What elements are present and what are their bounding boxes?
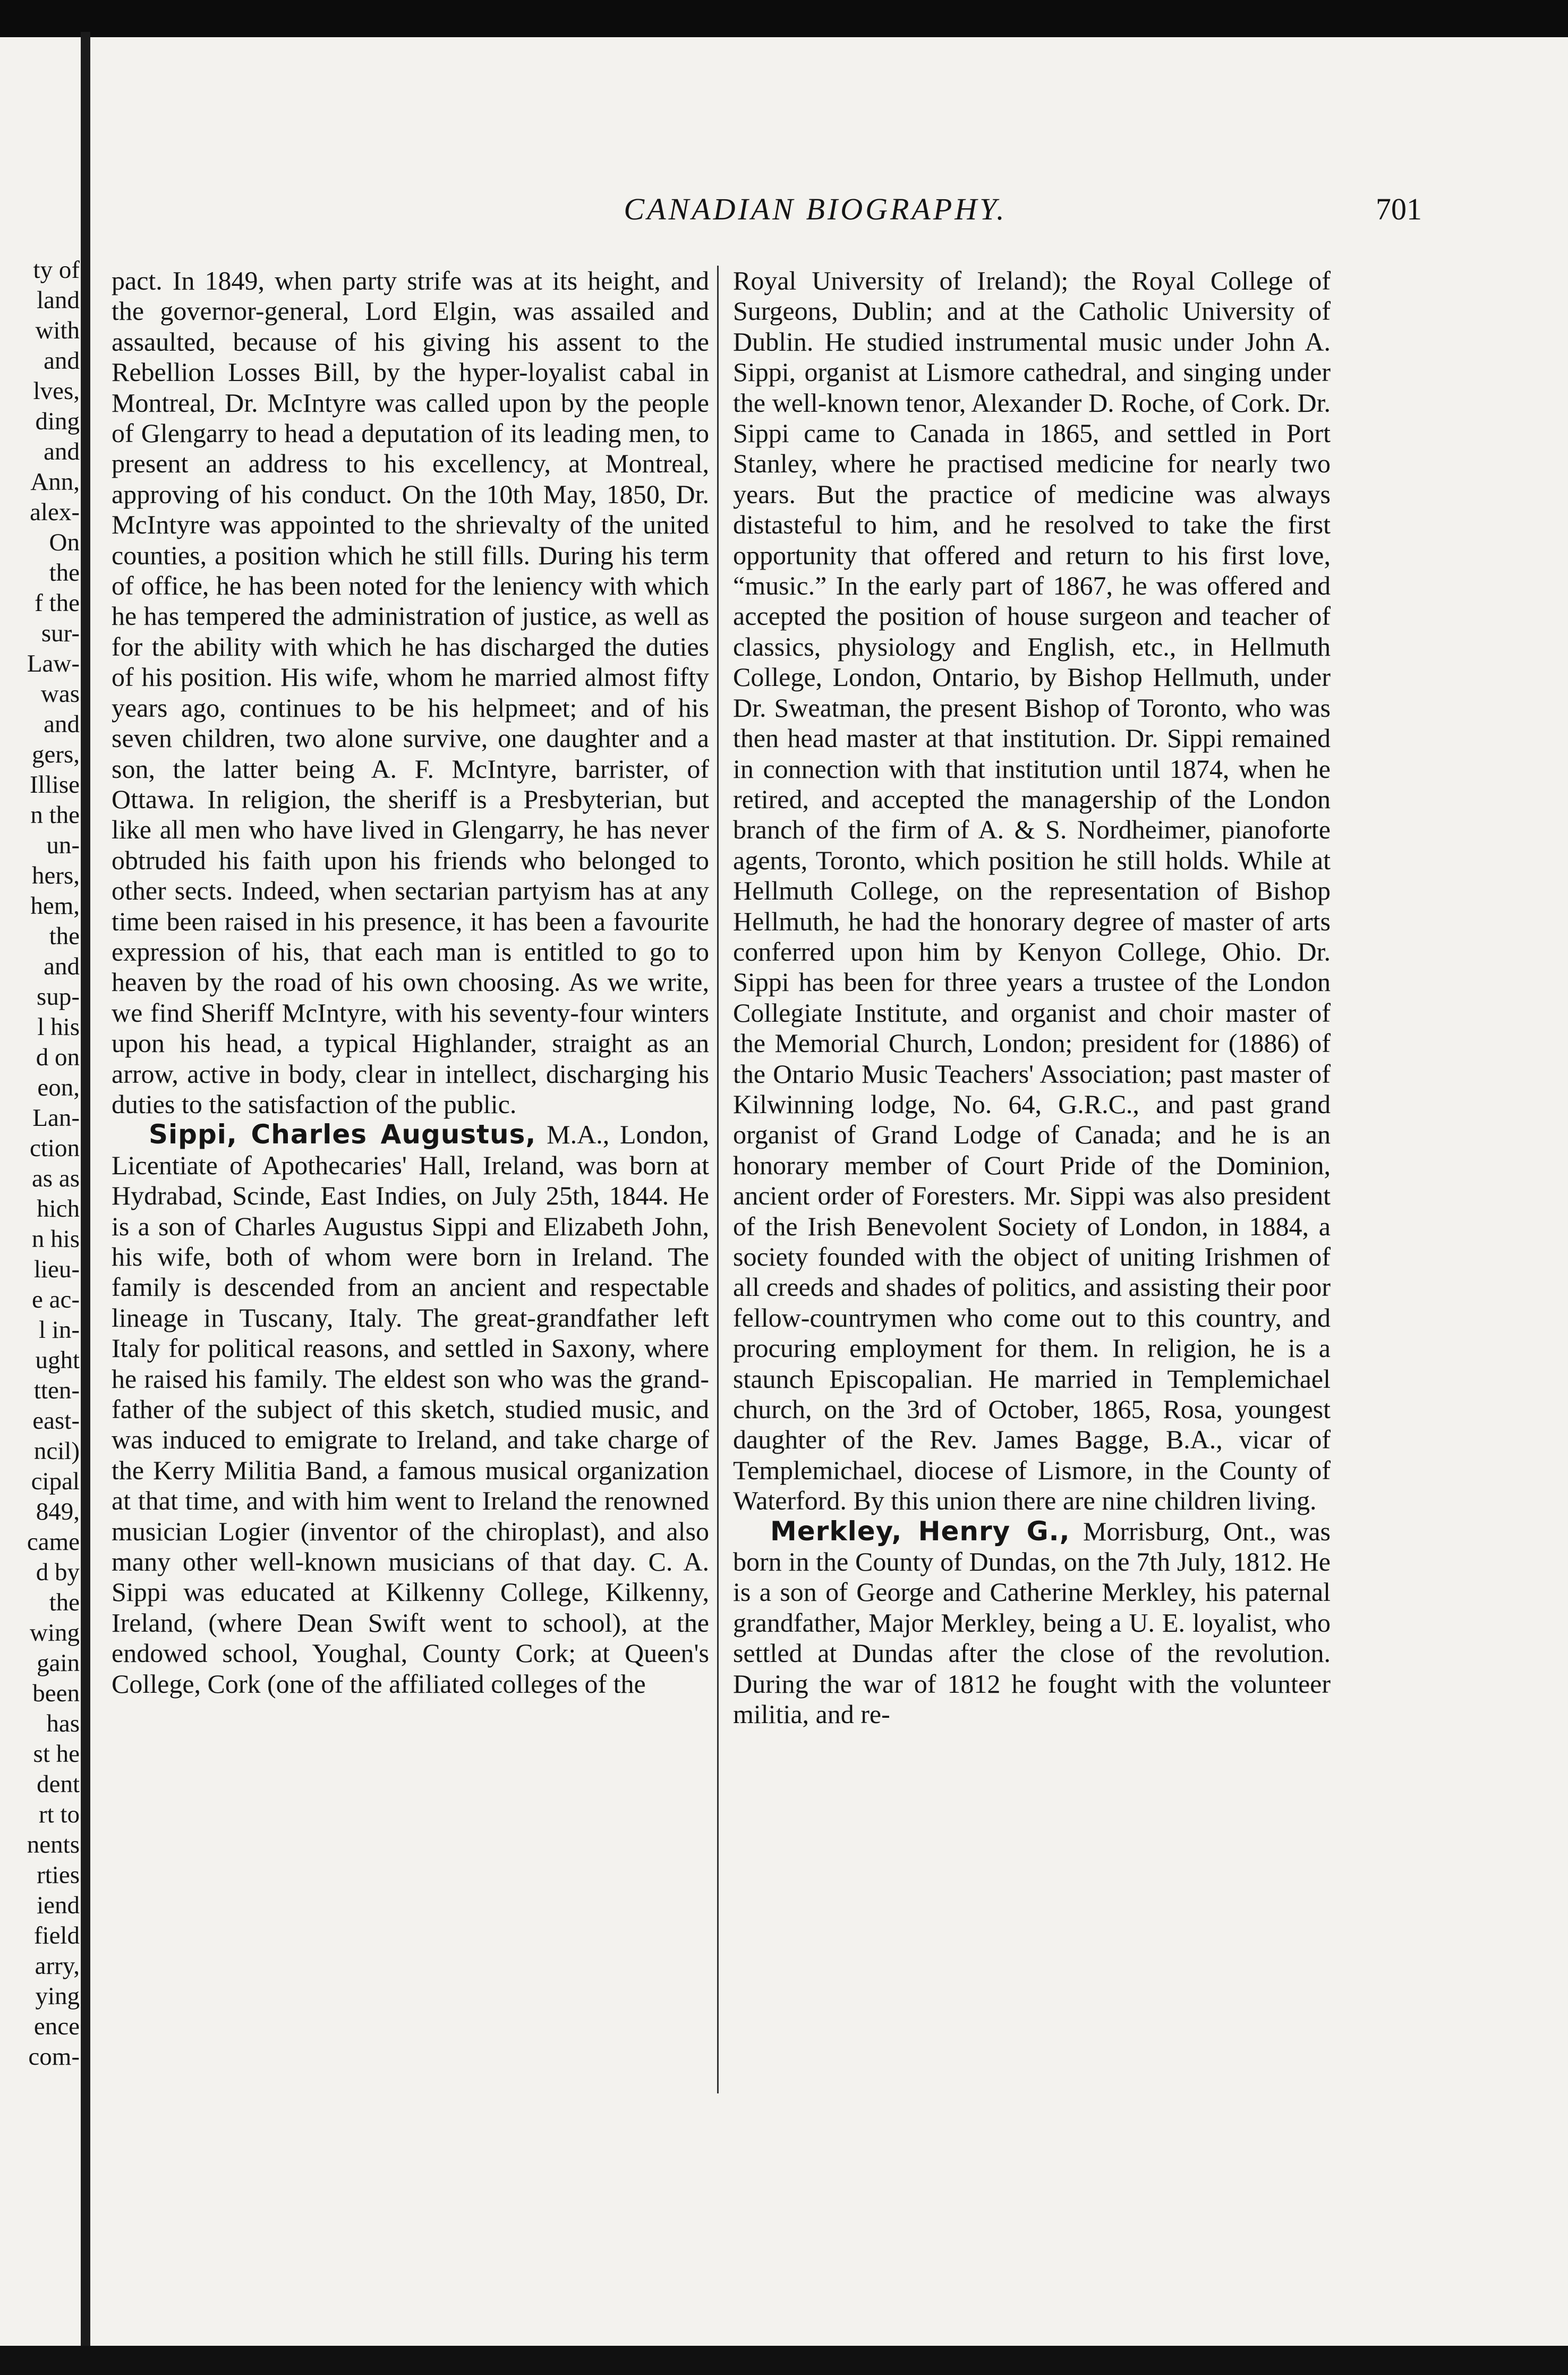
- previous-page-line: the: [49, 922, 80, 950]
- previous-page-line: lves,: [33, 377, 80, 405]
- previous-page-line: sup-: [37, 983, 80, 1011]
- previous-page-line: ty of: [33, 256, 80, 284]
- previous-page-line: Illise: [30, 771, 80, 799]
- running-header-title: CANADIAN BIOGRAPHY.: [624, 192, 1007, 226]
- previous-page-line: d on: [36, 1044, 80, 1071]
- previous-page-line: e ac-: [32, 1286, 80, 1313]
- previous-page-line: hers,: [31, 862, 80, 889]
- previous-page-line: and: [44, 953, 80, 980]
- previous-page-line: nents: [27, 1831, 80, 1859]
- previous-page-line: and: [44, 347, 80, 375]
- book-gutter: [81, 32, 90, 2359]
- page-number: 701: [1376, 192, 1422, 226]
- previous-page-line: On: [49, 529, 80, 556]
- previous-page-line: land: [37, 286, 80, 314]
- previous-page-line: l in-: [38, 1316, 80, 1344]
- previous-page-line: eon,: [37, 1074, 80, 1101]
- previous-page-line: iend: [37, 1891, 80, 1919]
- previous-page-line: been: [32, 1680, 80, 1707]
- previous-page-line: lieu-: [33, 1256, 80, 1283]
- previous-page-line: and: [44, 710, 80, 738]
- previous-page-line: ught: [35, 1346, 80, 1374]
- previous-page-line: wing: [30, 1619, 80, 1647]
- previous-page-line: gain: [37, 1649, 80, 1677]
- previous-page-line: ncil): [33, 1437, 80, 1465]
- previous-page-line: as as: [31, 1165, 80, 1192]
- previous-page-fragments: [0, 255, 80, 2147]
- previous-page-line: l his: [37, 1013, 80, 1041]
- previous-page-line: came: [27, 1528, 80, 1556]
- previous-page-line: alex-: [30, 498, 80, 526]
- previous-page-line: gers,: [31, 741, 80, 768]
- previous-page-line: dent: [37, 1770, 80, 1798]
- previous-page-line: sur-: [41, 620, 80, 647]
- previous-page-line: Ann,: [30, 468, 80, 496]
- previous-page-line: ding: [35, 408, 80, 435]
- previous-page-line: un-: [46, 832, 80, 859]
- previous-page-line: ence: [33, 2013, 80, 2040]
- previous-page-line: has: [46, 1710, 80, 1737]
- previous-page-line: east-: [32, 1407, 80, 1435]
- previous-page-line: tten-: [33, 1377, 80, 1404]
- previous-page-line: field: [33, 1922, 80, 1949]
- previous-page-line: Lan-: [32, 1104, 80, 1132]
- previous-page-line: and: [44, 438, 80, 465]
- merkley-entry: [733, 1516, 1331, 1730]
- previous-page-line: with: [35, 317, 80, 344]
- previous-page-line: ction: [30, 1134, 80, 1162]
- scan-bottom-edge: [0, 2346, 1568, 2375]
- previous-page-line: 849,: [36, 1498, 80, 1525]
- previous-page-line: Law-: [27, 650, 80, 677]
- previous-page-line: hich: [37, 1195, 80, 1223]
- right-column: [733, 266, 1331, 2104]
- previous-page-line: arry,: [35, 1952, 80, 1980]
- previous-page-line: n his: [31, 1225, 80, 1253]
- merkley-entry-text: Morrisburg, Ont., was born in the County of Dundas, on the 7th July, 1812. He is a son of George and Catherine Merkley, his paternal grandfather, Major Merkley, being a U. E. loyalist, who settled at Dundas after the close of the revolution. During the war of 1812 he fought with the volunteer militia, and re-: [733, 1516, 1331, 1729]
- scan-top-edge: [0, 0, 1568, 37]
- sippi-entry-text: M.A., London, Licentiate of Apothecaries' Hall, Ireland, was born at Hydrabad, Scinde, East Indies, on July 25th, 1844. He is a son of Charles Augustus Sippi and Elizabeth John, his wife, both of whom were born in Ireland. The family is descended from an ancient and respectable lineage in Tuscany, Italy. The great-grandfather left Italy for political reasons, and settled in Saxony, where he raised his family. The eldest son who was the grand-father of the subject of this sketch, studied music, and was induced to emigrate to Ireland, and take charge of the Kerry Militia Band, a famous musical organization at that time, and with him went to Ireland the renowned musician Logier (inventor of the chiroplast), and also many other well-known musicians of that day. C. A. Sippi was educated at Kilkenny College, Kilkenny, Ireland, (where Dean Swift went to school), at the endowed school, Youghal, County Cork; at Queen's College, Cork (one of the affiliated colleges of the: [112, 1119, 709, 1699]
- previous-page-line: was: [40, 680, 80, 708]
- previous-page-line: cipal: [31, 1468, 80, 1495]
- previous-page-line: ying: [35, 1982, 80, 2010]
- sippi-entry: [112, 1119, 709, 1699]
- sippi-entry-name: Sippi, Charles Augustus,: [149, 1119, 536, 1150]
- previous-page-line: the: [49, 1589, 80, 1616]
- previous-page-line: st he: [33, 1740, 80, 1768]
- sippi-continued-paragraph: Royal University of Ireland); the Royal College of Surgeons, Dublin; and at the Catholic University of Dublin. He studied instrumental music under John A. Sippi, organist at Lismore cathedral, and singing under the well-known tenor, Alexander D. Roche, of Cork. Dr. Sippi came to Canada in 1865, and settled in Port Stanley, where he practised medicine for nearly two years. But the practice of medicine was always distasteful to him, and he resolved to take the first opportunity that offered and return to his first love, “music.” In the early part of 1867, he was offered and accepted the position of house surgeon and teacher of classics, physiology and English, etc., in Hellmuth College, London, Ontario, by Bishop Hellmuth, under Dr. Sweatman, the present Bishop of Toronto, who was then head master at that institution. Dr. Sippi remained in connection with that institution until 1874, when he retired, and accepted the managership of the London branch of the firm of A. & S. Nordheimer, pianoforte agents, Toronto, which position he still holds. While at Hellmuth College, on the representation of Bishop Hellmuth, he had the honorary degree of master of arts conferred upon him by Kenyon College, Ohio. Dr. Sippi has been for three years a trustee of the London Collegiate Institute, and organist and choir master of the Memorial Church, London; president for (1886) of the Ontario Music Teachers' Association; past master of Kilwinning lodge, No. 64, G.R.C., and past grand organist of Grand Lodge of Canada; and he is an honorary member of Court Pride of the Dominion, ancient order of Foresters. Mr. Sippi was also president of the Irish Benevolent Society of London, in 1884, a society founded with the object of uniting Irishmen of all creeds and shades of politics, and assisting their poor fellow-countrymen who come out to this country, and procuring employment for them. In religion, he is a staunch Episcopalian. He married in Templemichael church, on the 3rd of October, 1865, Rosa, youngest daughter of the Rev. James Bagge, B.A., vicar of Templemichael, diocese of Lismore, in the County of Waterford. By this union there are nine children living.: [733, 266, 1331, 1516]
- merkley-entry-name: Merkley, Henry G.,: [770, 1515, 1070, 1547]
- previous-page-line: com-: [28, 2043, 80, 2071]
- column-divider: [717, 266, 719, 2093]
- previous-page-line: rties: [37, 1861, 80, 1889]
- previous-page-line: d by: [36, 1558, 80, 1586]
- previous-page-line: rt to: [38, 1801, 80, 1828]
- previous-page-line: hem,: [30, 892, 80, 920]
- previous-page-line: n the: [30, 801, 80, 829]
- previous-page-line: the: [49, 559, 80, 587]
- left-column: [112, 266, 709, 2104]
- previous-page-line: f the: [35, 589, 80, 617]
- mcintyre-paragraph: pact. In 1849, when party strife was at its height, and the governor-general, Lord Elgin, was assailed and assaulted, because of his giving his assent to the Rebellion Losses Bill, by the hyper-loyalist cabal in Montreal, Dr. McIntyre was called upon by the people of Glengarry to head a deputation of its leading men, to present an address to his excellency, at Montreal, approving of his conduct. On the 10th May, 1850, Dr. McIntyre was appointed to the shrievalty of the united counties, a position which he still fills. During his term of office, he has been noted for the leniency with which he has tempered the administration of justice, as well as for the ability with which he has discharged the duties of his position. His wife, whom he married almost fifty years ago, continues to be his helpmeet; and of his seven children, two alone survive, one daughter and a son, the latter being A. F. McIntyre, barrister, of Ottawa. In religion, the sheriff is a Presbyterian, but like all men who have lived in Glengarry, he has never obtruded his faith upon his friends who belonged to other sects. Indeed, when sectarian partyism has at any time been raised in his presence, it has been a favourite expression of his, that each man is entitled to go to heaven by the road of his own choosing. As we write, we find Sheriff McIntyre, with his seventy-four winters upon his head, a typical Highlander, straight as an arrow, active in body, clear in intellect, discharging his duties to the satisfaction of the public.: [112, 266, 709, 1119]
